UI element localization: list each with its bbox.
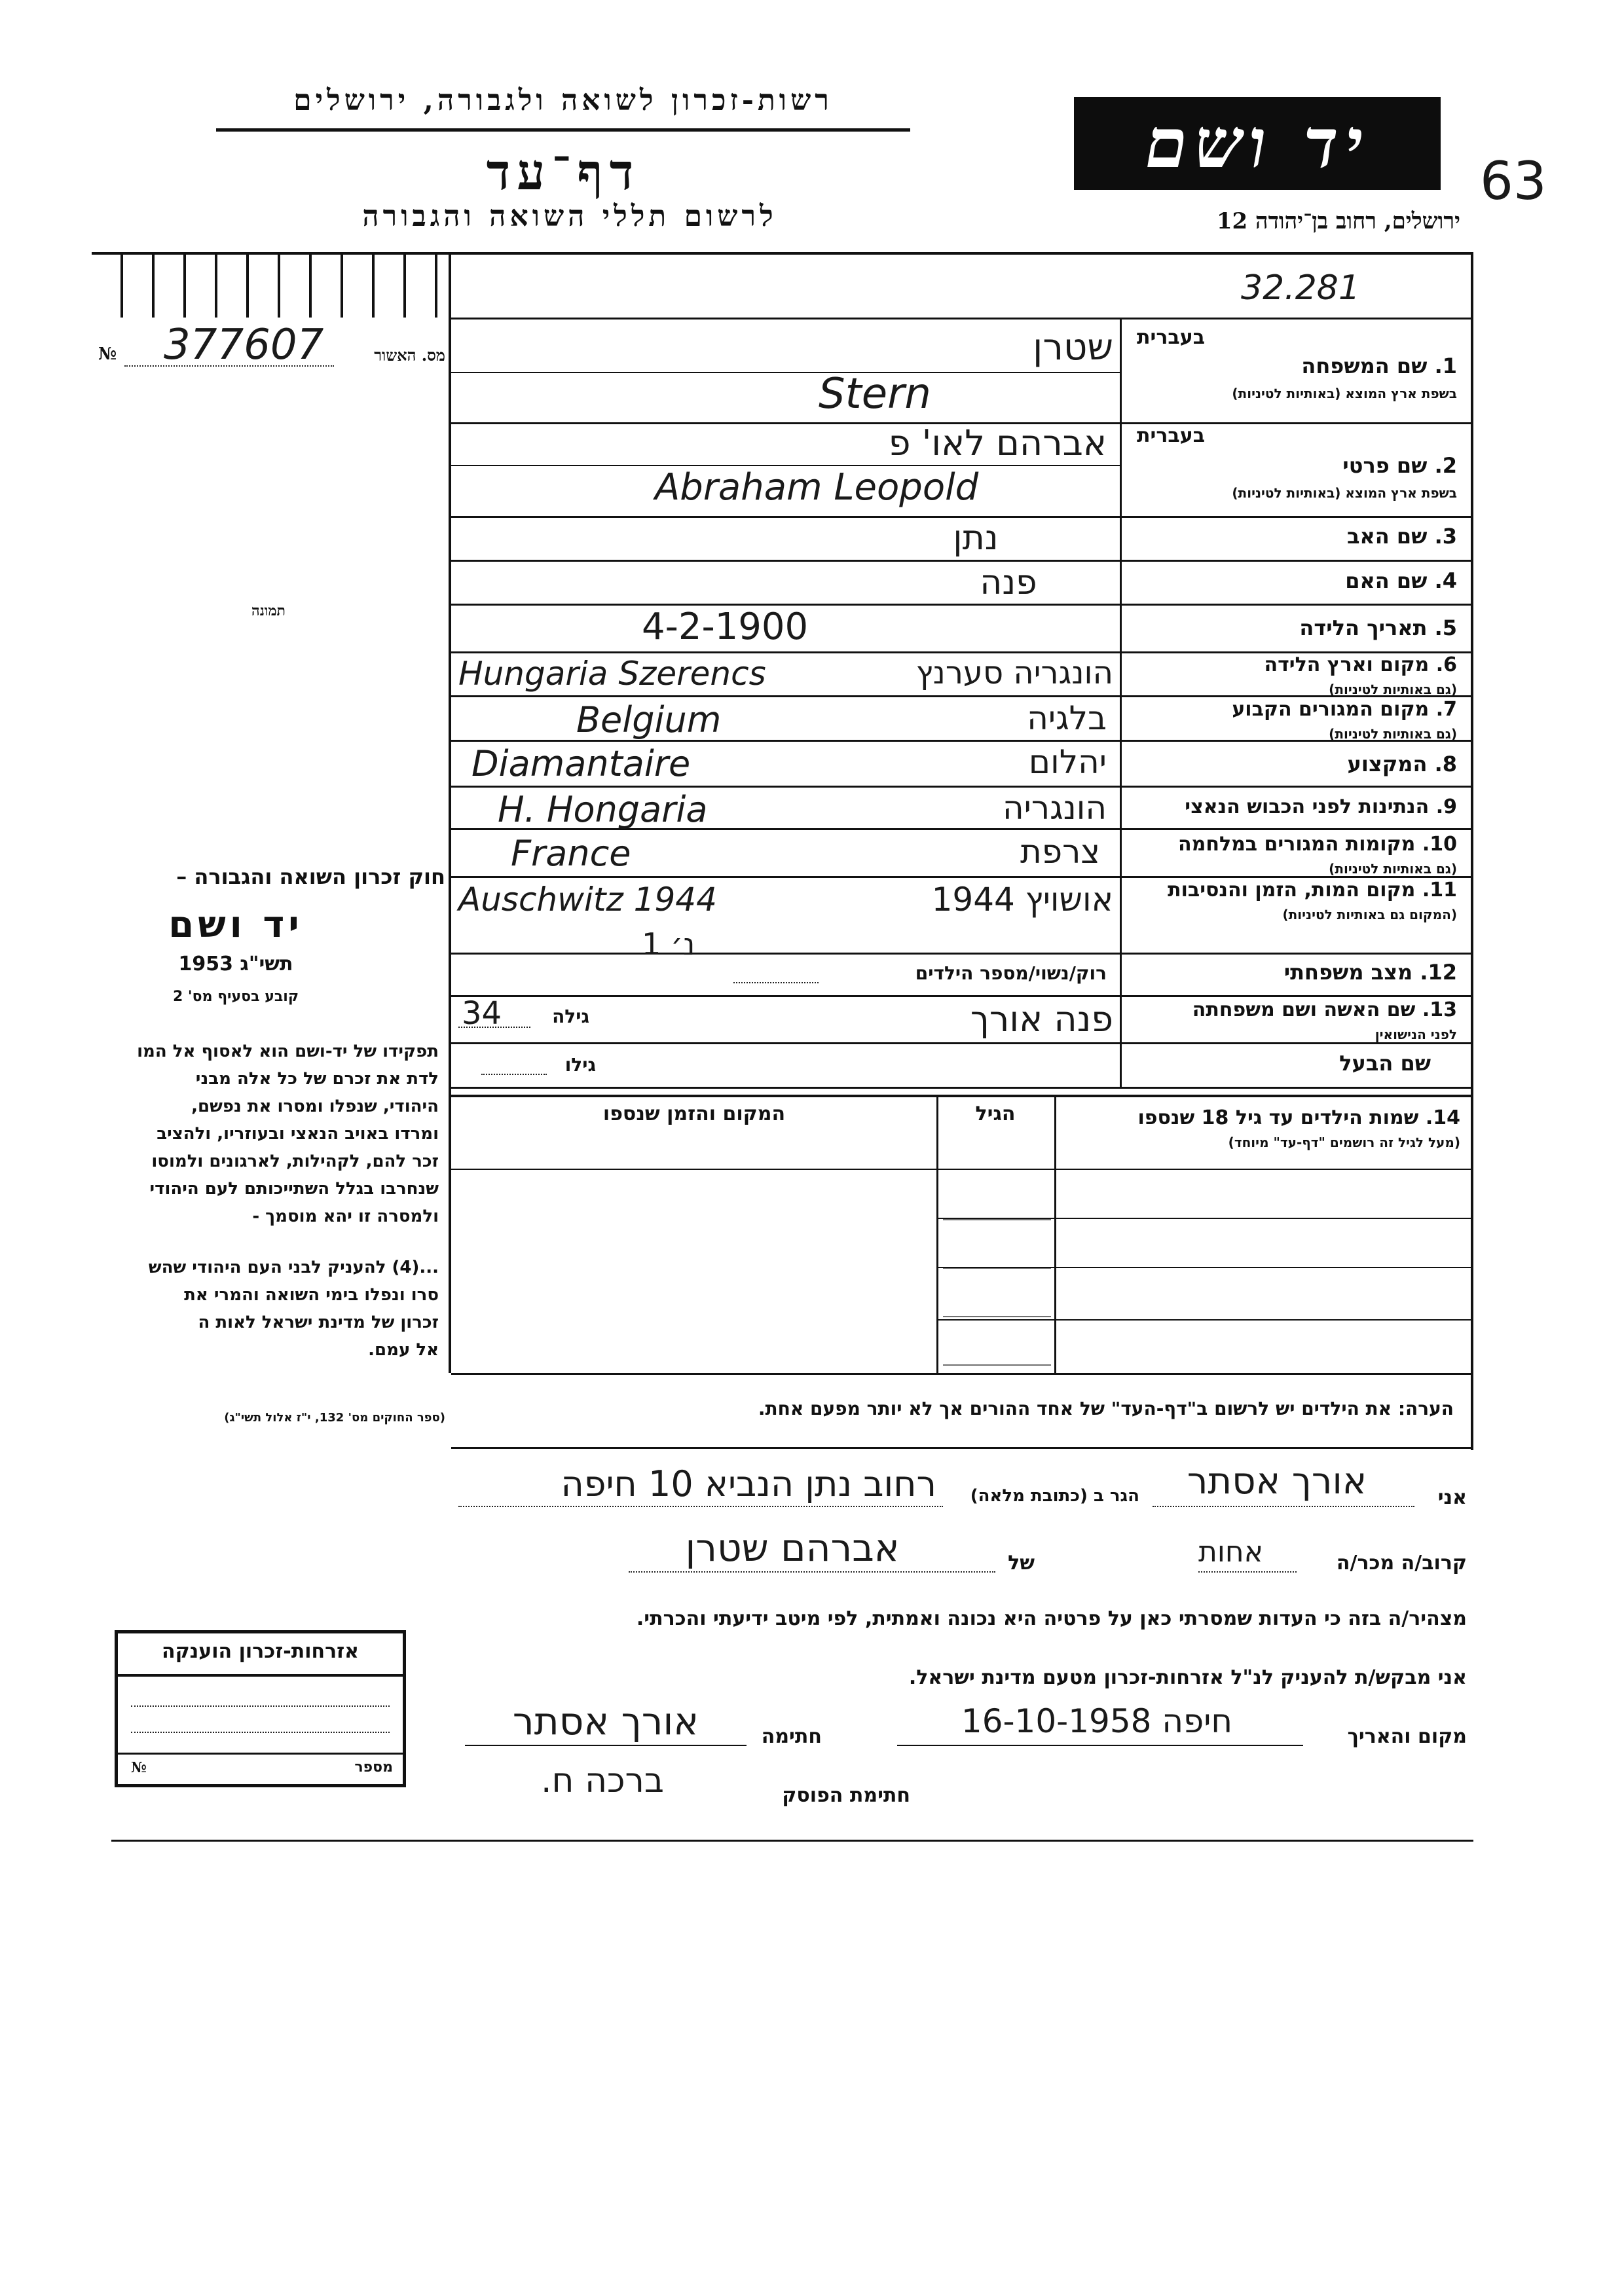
field-2-latin: Abraham Leopold	[655, 466, 979, 509]
signature-value: אורך אסתר	[512, 1699, 699, 1743]
field-3-label: 3. שם האב	[1346, 524, 1457, 549]
yad-vashem-address: ירושלים, רחוב בן־יהודה 12	[1216, 208, 1460, 234]
law-year: תשי"ג 1953	[178, 953, 293, 975]
field-12-value: נ׳ 1	[642, 926, 695, 962]
wife-age-label: גילה	[552, 1006, 589, 1027]
field-6-hebrew: הונגריה סערנץ	[915, 655, 1113, 691]
yad-vashem-logo	[1074, 97, 1441, 190]
field-12-label: 12. מצב משפחתי	[1283, 960, 1457, 985]
field-2-hebrew: אברהם לאו' פ	[888, 422, 1107, 464]
authority-title: רשות-זכרון לשואה ולגבורה, ירושלים	[293, 84, 833, 117]
field-8-label: 8. המקצוע	[1347, 752, 1457, 776]
field-9-label: 9. הנתינות לפני הכבוש הנאצי	[1185, 795, 1457, 818]
field-6-label: 6. מקום וארץ הלידה (גם באותיות לטיניות)	[1264, 653, 1457, 697]
form-right-border	[1471, 252, 1473, 1450]
field-6-latin: Hungaria Szerencs	[458, 655, 766, 693]
law-clause: קובע בסעיף מס' 2	[172, 989, 299, 1005]
husband-age-label: גילו	[564, 1054, 596, 1076]
approval-number-value: 377607	[164, 321, 324, 369]
field-11-hebrew: אושויץ 1944	[931, 881, 1113, 919]
form-bottom-border	[111, 1840, 1473, 1842]
field-13-label: 13. שם האשה ושם משפחתה לפני הנישואין	[1192, 998, 1457, 1042]
field-11-latin: Auschwitz 1944	[458, 881, 717, 919]
citizenship-box-title: אזרחות-זכרון הוענקה	[161, 1640, 360, 1663]
relation-value: אחות	[1198, 1535, 1264, 1569]
husband-label: שם הבעל	[1339, 1051, 1431, 1076]
citizenship-box	[115, 1630, 406, 1787]
citizenship-number-label: מספר	[354, 1759, 393, 1776]
field-1-label: 1. שם המשפחה בשפת ארץ המוצא (באותיות לטיניות)	[1232, 354, 1457, 401]
place-date-label: מקום והאריך	[1347, 1725, 1467, 1748]
field-1-latin: Stern	[819, 370, 931, 418]
field-4-label: 4. שם האם	[1345, 568, 1457, 593]
declarant-address: רחוב נתן הנביא 10 חיפה	[561, 1463, 936, 1504]
field-4-value: פנה	[980, 563, 1037, 602]
top-strip	[92, 255, 449, 318]
field-10-hebrew: צרפת	[1020, 833, 1100, 871]
field-10-label: 10. מקומות המגורים במלחמה (גם באותיות לטיניות)	[1178, 833, 1457, 877]
of-name-value: אברהם שטרן	[685, 1525, 900, 1570]
field-9-hebrew: הונגריה	[1003, 789, 1107, 827]
of-label: של	[1008, 1552, 1035, 1575]
law-source: (ספר החוקים מס' 132, י"ז אלול תשי"ג)	[224, 1411, 445, 1425]
field-2-lang: בעברית	[1137, 424, 1205, 447]
field-1-lang: בעברית	[1137, 326, 1205, 349]
form-divider	[449, 252, 451, 1087]
children-note: הערה: את הילדים יש לרשום ב"דף-העד" של אחד ההורים אך לא יותר מפעם אחת.	[758, 1398, 1454, 1419]
field-2-label: 2. שם פרטי בשפת ארץ המוצא (באותיות לטיניות)	[1232, 453, 1457, 501]
children-label: 14. שמות הילדים עד גיל 18 שנספו (מעל לגיל זה רושמים "דף-עד" מיוחד)	[1137, 1106, 1460, 1150]
law-heading: חוק זכרון השואה והגבורה –	[176, 864, 445, 889]
field-8-latin: Diamantaire	[471, 743, 691, 784]
declaration-ani-label: אני	[1437, 1486, 1467, 1509]
field-13-value: פנה אורך	[970, 998, 1113, 1040]
field-7-latin: Belgium	[576, 699, 722, 740]
field-1-hebrew: שטרן	[1033, 326, 1113, 369]
field-5-label: 5. תאריך הלידה	[1299, 615, 1457, 640]
signature-label: חתימה	[761, 1725, 822, 1748]
field-11-label: 11. מקום המות, הזמן והנסיבות (המקום גם באותיות לטיניות)	[1168, 879, 1457, 922]
registrar-label: חתימת הפוסק	[782, 1784, 910, 1807]
request-text: אני מבקש/ת להעניק לנ"ל אזרחות-זכרון מטעם מדינת ישראל.	[908, 1666, 1467, 1689]
approval-number-sign: №	[98, 344, 117, 364]
registrar-signature: ברכה ח.	[541, 1761, 664, 1800]
field-9-latin: H. Hongaria	[498, 789, 708, 830]
law-paragraph-2: ...(4) להעניק לבני העם היהודי שהש סרו ונפלו בימי השואה והמרי את זכרון של מדינת ישראל לאות ה אל עמם.	[148, 1258, 439, 1360]
approval-label: מס. האשור	[374, 346, 445, 365]
field-3-value: נתן	[953, 519, 999, 558]
children-age-column: הגיל	[975, 1102, 1016, 1125]
field-8-hebrew: יהלום	[1028, 743, 1107, 781]
declarant-name: אורך אסתר	[1187, 1460, 1367, 1503]
wife-age-value: 34	[462, 995, 502, 1032]
marital-status-label: רוק/נשוי/מספר הילדים	[915, 962, 1107, 984]
relative-label: קרוב/ה מכר/ה	[1336, 1552, 1467, 1575]
page-number: 63	[1480, 151, 1547, 211]
children-place-column: המקום והזמן שנספו	[602, 1102, 786, 1125]
affirmation-text: מצהיר/ה בזה כי העדות שמסרתי כאן על פרטיה היא נכונה ואמתית, לפי מיטב ידיעתי והכרתי.	[636, 1607, 1467, 1630]
field-7-label: 7. מקום המגורים הקבוע (גם באותיות לטיניות)	[1232, 698, 1457, 742]
field-7-hebrew: בלגיה	[1027, 699, 1107, 737]
photo-label: תמונה	[251, 602, 286, 619]
logo-text: יד ושם	[1145, 103, 1370, 183]
law-name: יד ושם	[168, 903, 303, 946]
form-subtitle: לרשום תללי השואה והגבורה	[362, 200, 777, 233]
top-number: 32.281	[1241, 268, 1360, 308]
citizenship-number-sign: №	[131, 1759, 147, 1776]
place-date-value: חיפה 16-10-1958	[961, 1702, 1233, 1740]
field-10-latin: France	[511, 833, 631, 874]
field-5-value: 4-2-1900	[642, 606, 809, 648]
resident-label: הגר ב (כתובת מלאה)	[970, 1486, 1139, 1506]
form-title: דף־עד	[486, 143, 640, 201]
law-paragraph-1: תפקידו של יד-ושם הוא לאסוף אל המו לדת את זכרם של כל אלה מבני היהודי, שנפלו ומסרו את נפשם, ומרדו באויב הנאצי ובעוזריו, ולהציב זכר להם, לקהילות, לארגונים ולמוסו שנחרבו בגלל השתייכותם לעם היהודי ולמסרה זו יהא מוסמך -	[137, 1042, 439, 1226]
